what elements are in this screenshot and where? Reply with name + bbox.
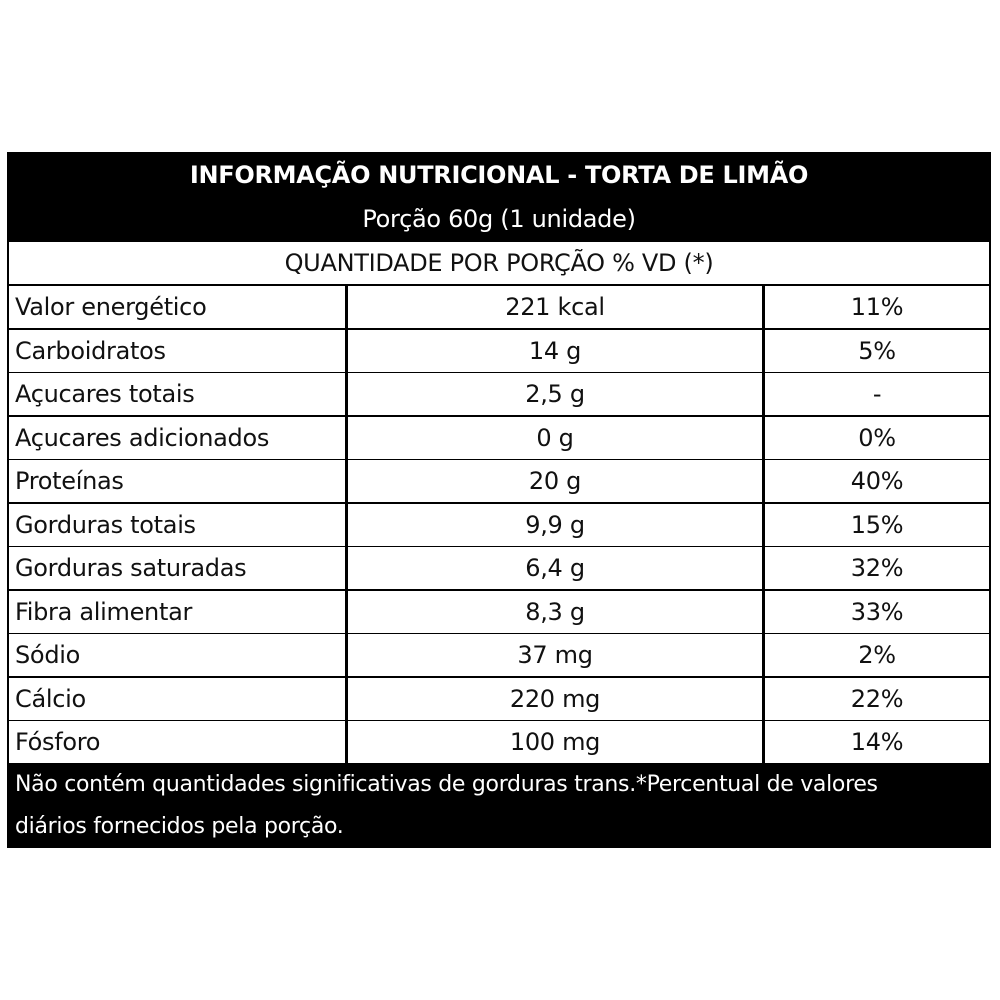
nutrient-row: [9, 721, 989, 763]
nutrient-daily-value: 11%: [765, 286, 989, 328]
nutrient-name: Gorduras saturadas: [9, 547, 345, 589]
nutrient-name: Açucares totais: [9, 373, 345, 415]
nutrient-amount: 8,3 g: [348, 591, 762, 633]
nutrient-name: Fibra alimentar: [9, 591, 345, 633]
nutrient-daily-value: 5%: [765, 330, 989, 372]
nutrient-amount: 14 g: [348, 330, 762, 372]
nutrient-row: [9, 547, 989, 589]
nutrient-amount: 100 mg: [348, 721, 762, 763]
portion-size: Porção 60g (1 unidade): [362, 205, 636, 233]
nutrient-row: [9, 460, 989, 502]
nutrient-row: [9, 373, 989, 415]
nutrient-row: [9, 504, 989, 546]
footnote-line: Não contém quantidades significativas de gorduras trans.*Percentual de valores: [15, 772, 878, 797]
nutrient-row: [9, 591, 989, 633]
nutrient-row: [9, 330, 989, 372]
nutrient-row: [9, 634, 989, 676]
nutrient-name: Fósforo: [9, 721, 345, 763]
nutrient-amount: 20 g: [348, 460, 762, 502]
nutrition-facts-table: [7, 152, 991, 848]
nutrient-row: [9, 678, 989, 720]
table-header: [7, 152, 991, 242]
nutrient-amount: 0 g: [348, 417, 762, 459]
footnote: [15, 764, 985, 848]
table-title: INFORMAÇÃO NUTRICIONAL - TORTA DE LIMÃO: [189, 161, 809, 189]
nutrient-name: Sódio: [9, 634, 345, 676]
quantity-header: QUANTIDADE POR PORÇÃO % VD (*): [9, 242, 989, 284]
nutrient-daily-value: 14%: [765, 721, 989, 763]
nutrient-amount: 221 kcal: [348, 286, 762, 328]
nutrient-daily-value: 2%: [765, 634, 989, 676]
nutrient-row: [9, 417, 989, 459]
nutrient-daily-value: 22%: [765, 678, 989, 720]
nutrient-amount: 6,4 g: [348, 547, 762, 589]
nutrient-daily-value: 33%: [765, 591, 989, 633]
nutrient-daily-value: 32%: [765, 547, 989, 589]
nutrient-name: Cálcio: [9, 678, 345, 720]
nutrient-daily-value: 15%: [765, 504, 989, 546]
nutrient-daily-value: 0%: [765, 417, 989, 459]
footnote-line: diários fornecidos pela porção.: [15, 814, 344, 839]
nutrient-name: Carboidratos: [9, 330, 345, 372]
nutrient-name: Açucares adicionados: [9, 417, 345, 459]
nutrient-amount: 220 mg: [348, 678, 762, 720]
nutrient-daily-value: -: [765, 373, 989, 415]
nutrient-daily-value: 40%: [765, 460, 989, 502]
nutrient-name: Gorduras totais: [9, 504, 345, 546]
nutrient-amount: 9,9 g: [348, 504, 762, 546]
nutrient-row: [9, 286, 989, 328]
nutrient-amount: 2,5 g: [348, 373, 762, 415]
nutrient-amount: 37 mg: [348, 634, 762, 676]
nutrient-name: Valor energético: [9, 286, 345, 328]
nutrient-name: Proteínas: [9, 460, 345, 502]
